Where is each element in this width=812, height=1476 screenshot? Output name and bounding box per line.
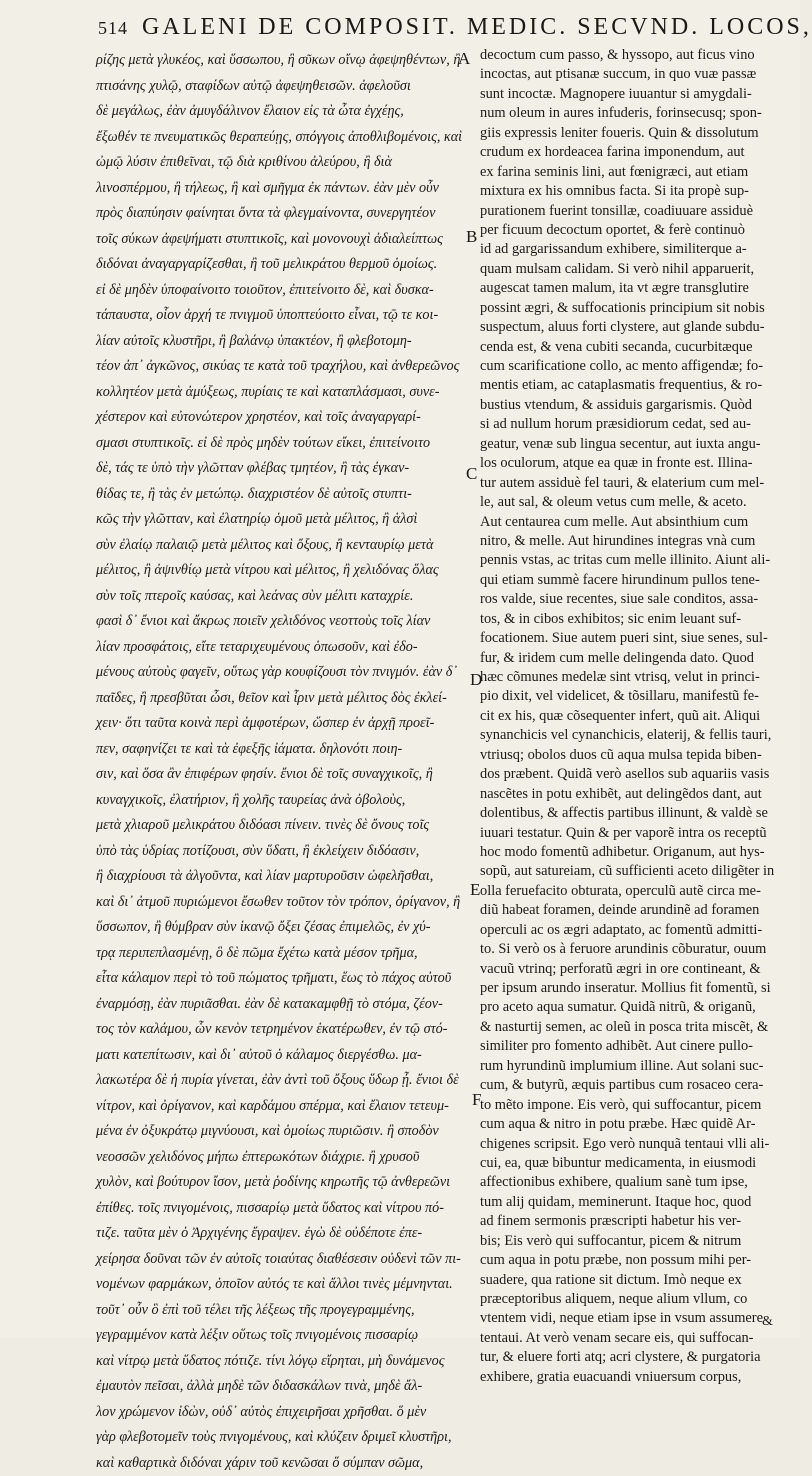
greek-text-line: τοῖς σύκων ἀφεψήματι στυπτικοῖς, καὶ μονονουχὶ ἀδιαλείπτως [96,227,476,253]
latin-text-line: cum, & butyrũ, æquis partibus cum rosaceo cera- [480,1076,785,1095]
latin-text-line: ad finem sermonis præscripti habetur his ver- [480,1212,785,1231]
greek-text-line: τος τὸν καλάμου, ὧν κενὸν τετρημένον ἑκατέρωθεν, ἐν τῷ στό- [96,1017,476,1043]
greek-text-line: κολλητέον μετὰ ἀμύξεως, πυρίαις τε καὶ καταπλάσμασι, συνε- [96,380,476,406]
latin-text-line: similiter pro fomento adhibẽt. Aut cinere pullo- [480,1037,785,1056]
latin-text-line: cum scarificatione collo, ac mento affigendæ; fo- [480,357,785,376]
latin-text-line: suadere, qua ratione sit dictum. Imò neque ex [480,1271,785,1290]
latin-text-line: id ad gargarissandum exhibere, similiterque a- [480,240,785,259]
latin-text-line: ros valde, siue recentes, siue sale conditos, assa- [480,590,785,609]
greek-text-line: γὰρ φλεβοτομεῖν τοὺς πνιγομένους, καὶ κλύζειν δριμεῖ κλυστῆρι, [96,1425,476,1451]
greek-text-line: σὺν ἐλαίῳ παλαιῷ μετὰ μέλιτος καὶ ὄξους, ἢ κενταυρίῳ μετὰ [96,533,476,559]
latin-text-line: bustius vtendum, & assiduis gargarismis. Quòd [480,396,785,415]
section-mark-f: F [472,1090,481,1110]
latin-text-line: geatur, venæ sub lingua secentur, aut iuxta angu- [480,435,785,454]
greek-text-line: μέλιτος, ἢ ἀψινθίῳ μετὰ νίτρου καὶ μέλιτος, ἢ χελιδόνας ὅλας [96,558,476,584]
latin-text-line: incoctas, aut ptisanæ succum, in quo vuæ passæ [480,65,785,84]
latin-text-line: præceptoribus aliquem, neque alium vllum, co [480,1290,785,1309]
greek-text-line: τοῦτ᾽ οὖν ὃ ἐπὶ τοῦ τέλει τῆς λέξεως τῆς προγεγραμμένης, [96,1298,476,1324]
latin-text-line: sopũ, aut satureiam, cũ sufficienti aceto diligẽter in [480,862,785,881]
latin-text-line: cum aqua & nitro in potu præbe. Hæc quidẽ Ar- [480,1115,785,1134]
latin-text-line: tur, & eluere forti atq; acri clystere, & purgatoria [480,1348,785,1367]
section-mark-c: C [466,464,477,484]
latin-text-line: bis; Eis verò qui suffocantur, picem & nitrum [480,1232,785,1251]
greek-text-line: χέστερον καὶ εὐτονώτερον χρηστέον, καὶ τοῖς ἀναγαργαρί- [96,405,476,431]
latin-text-line: mentis etiam, ac cataplasmatis frequentius, & ro- [480,376,785,395]
catchword: & [762,1314,773,1330]
greek-text-line: λίαν προσφάτοις, εἴτε τεταριχευμένους ὁπωσοῦν, καὶ ἐδο- [96,635,476,661]
section-mark-e: E [470,880,480,900]
greek-text-line: γεγραμμένον κατὰ λέξιν οὕτως τοῖς πνιγομένοις πισσαρίῳ [96,1323,476,1349]
latin-text-line: cui, ea, quæ bibuntur medicamenta, in eiusmodi [480,1154,785,1173]
latin-text-line: pio dixit, vel videlicet, & tõsillaru, manifestũ fe- [480,687,785,706]
latin-text-line: hæc cõmunes medelæ sint vtrisq, velut in princi- [480,668,785,687]
greek-text-line: κυναγχικοῖς, ἐλατήριον, ἢ χολῆς ταυρείας ἀνὰ ὀβολοὺς, [96,788,476,814]
greek-text-line: ἔξωθέν τε πνευματικῶς θεραπεύῃς, σπόγγοις ἀποθλιβομένοις, καὶ [96,125,476,151]
greek-text-line: χυλὸν, καὶ βούτυρον ἴσον, μετὰ ῥοδίνης κηρωτῆς τῷ ἀνθερεῶνι [96,1170,476,1196]
greek-text-line: νεοσσῶν χελιδόνος μήπω ἐπτερωκότων διάχριε. ἢ χρυσοῦ [96,1145,476,1171]
latin-text-column [480,46,785,1316]
section-mark-a: A [458,49,470,69]
latin-text-line: pro aceto aqua sumatur. Quidã nitrũ, & origanũ, [480,998,785,1017]
latin-text-line: cit ex his, quæ cõsequenter infert, quũ ait. Aliqui [480,707,785,726]
latin-text-line: diũ habeat foramen, deinde arundinẽ ad foramen [480,901,785,920]
greek-text-line: μένα ἐν ὀξυκράτῳ μιγνύουσι, καὶ ὁμοίως πυριῶσιν. ἢ σποδὸν [96,1119,476,1145]
latin-text-line: purationem fuerint tonsillæ, coadiuuare assiduè [480,202,785,221]
greek-text-line: δὲ μεγάλως, ἐὰν ἀμυγδάλινον ἔλαιον εἰς τὰ ὦτα ἐγχέῃς, [96,99,476,125]
latin-text-line: per ipsum arundo inseratur. Mollius fit fomentũ, si [480,979,785,998]
latin-text-line: to mẽto impone. Eis verò, qui suffocantur, picem [480,1096,785,1115]
latin-text-line: synanchicis vel cynanchicis, elaterij, & fellis tauri, [480,726,785,745]
latin-text-line: olla feruefacito obturata, operculũ autẽ circa me- [480,882,785,901]
page-header [0,14,800,48]
greek-text-line: διδόναι ἀναγαργαρίζεσθαι, ἢ τοῦ μελικράτου θερμοῦ ὁμοίως. [96,252,476,278]
latin-text-line: focationem. Siue autem pueri sint, siue senes, sul- [480,629,785,648]
latin-text-line: vtentem vidi, neque etiam ipse in vsum assumere [480,1309,785,1328]
greek-text-line: λίαν αὐτοῖς κλυστῆρι, ἢ βαλάνῳ ὑπακτέον, ἢ φλεβοτομη- [96,329,476,355]
greek-text-line: λακωτέρα δὲ ἡ πυρία γίνεται, ἐὰν ἀντὶ τοῦ ὄξους ὕδωρ ᾖ. ἔνιοι δὲ [96,1068,476,1094]
greek-text-line: σιν, καὶ ὅσα ἂν ἐπιφέρων φησίν. ἔνιοι δὲ τοῖς συναγχικοῖς, ἢ [96,762,476,788]
greek-text-line: ἐπίθες. τοῖς πνιγομένοις, πισσαρίῳ μετὰ ὕδατος καὶ νίτρου πό- [96,1196,476,1222]
latin-text-line: nitro, & melle. Aut hirundines integras vnà cum [480,532,785,551]
latin-text-line: cenda est, & vena cubiti secanda, cucurbitæque [480,338,785,357]
latin-text-line: augescat tamen malum, ita vt ægre transglutire [480,279,785,298]
greek-text-line: ἢ διαχρίουσι τὰ ἀλγοῦντα, καὶ λίαν μαρτυροῦσιν ὠφελῆσθαι, [96,864,476,890]
latin-text-line: tur autem assiduè fel tauri, & elaterium cum mel- [480,474,785,493]
greek-text-line: ὕσσωπον, ἢ θύμβραν σὺν ἱκανῷ ὄξει ζέσας ἐπιμελῶς, ἐν χύ- [96,915,476,941]
greek-text-line: παῖδες, ἢ πρεσβῦται ὦσι, θεῖον καὶ ἶριν μετὰ μέλιτος δὸς ἐκλεί- [96,686,476,712]
greek-text-column [96,48,476,1308]
latin-text-line: decoctum cum passo, & hyssopo, aut ficus vino [480,46,785,65]
section-mark-b: B [466,227,477,247]
latin-text-line: giis expressis leniter foueris. Quin & dissolutum [480,124,785,143]
running-title: GALENI DE COMPOSIT. MEDIC. SECVND. LOCOS, [142,14,812,41]
latin-text-line: nascẽtes in potu exhibẽt, aut delingẽdos dant, aut [480,785,785,804]
latin-text-line: & nasturtij semen, ac oleũ in posca trita miscẽt, & [480,1018,785,1037]
greek-text-line: ὠμῷ λύσιν ἐπιθεῖναι, τῷ διὰ κριθίνου ἀλεύρου, ἢ διὰ [96,150,476,176]
latin-text-line: affectionibus exhibere, qualium sanè tum ipse, [480,1173,785,1192]
greek-text-line: χείρησα δοῦναι τῶν ἐν αὐτοῖς τοιαύτας διαθέσεσιν οὐδενὶ τῶν πι- [96,1247,476,1273]
latin-text-line: hoc modo fomentũ adhibetur. Origanum, aut hys- [480,843,785,862]
latin-text-line: exhibere, gratia euacuandi vniuersum corpus, [480,1368,785,1387]
greek-text-line: φασὶ δ᾽ ἔνιοι καὶ ἄκρως ποιεῖν χελιδόνος νεοττοὺς τοῖς λίαν [96,609,476,635]
latin-text-line: dos præbent. Quidã verò asellos sub aquariis vasis [480,765,785,784]
latin-text-line: to. Si verò os à feruore arundinis cõburatur, ouum [480,940,785,959]
greek-text-line: τάπαυστα, οἷον ἀρχή τε πνιγμοῦ ὑποπτεύοιτο εἶναι, τῷ τε κοι- [96,303,476,329]
latin-text-line: tum alij quidam, meminerunt. Itaque hoc, quod [480,1193,785,1212]
latin-text-line: si ad nullum horum præsidiorum cedat, sed au- [480,415,785,434]
greek-text-line: ἐναρμόσῃ, ἐὰν πυριᾶσθαι. ἐὰν δὲ κατακαμφθῇ τὸ στόμα, ζέον- [96,992,476,1018]
greek-text-line: εἰ δὲ μηδὲν ὑποφαίνοιτο τοιοῦτον, ἐπιτείνοιτο δὲ, καὶ δυσκα- [96,278,476,304]
greek-text-line: ρίζης μετὰ γλυκέος, καὶ ὕσσωπου, ἢ σῦκων οἴνῳ ἀφεψηθέντων, ἢ [96,48,476,74]
greek-text-line: νίτρον, καὶ ὀρίγανον, καὶ καρδάμου σπέρμα, καὶ ἔλαιον τετευμ- [96,1094,476,1120]
latin-text-line: chigenes scripsit. Ego verò nunquã tentaui vlli ali- [480,1135,785,1154]
greek-text-line: δὲ, τάς τε ὑπὸ τὴν γλῶτταν φλέβας τμητέον, ἢ τὰς ἐγκαν- [96,456,476,482]
greek-text-line: τρᾳ περιπεπλασμένῃ, ὃ δὲ πῶμα ἔχέτω κατὰ μέσον τρῆμα, [96,941,476,967]
greek-text-line: μετὰ χλιαροῦ μελικράτου διδόασι πίνειν. τινὲς δὲ ὄνους τοῖς [96,813,476,839]
latin-text-line: suspectum, aluus forti clystere, aut glande subdu- [480,318,785,337]
latin-text-line: sunt incoctæ. Magnopere iuuantur si amygdali- [480,85,785,104]
latin-text-line: dolentibus, & affectis partibus illinunt, & valdè se [480,804,785,823]
greek-text-line: χειν· ὅτι ταῦτα κοινὰ περὶ ἀμφοτέρων, ὥσπερ ἐν ἀρχῇ προεῖ- [96,711,476,737]
latin-text-line: rum hyrundinũ implumium illine. Aut solani suc- [480,1057,785,1076]
latin-text-line: vtriusq; obolos duos cũ aqua mulsa tepida biben- [480,746,785,765]
greek-text-line: λινοσπέρμου, ἢ τήλεως, ἢ καὶ σμῆγμα ἐκ πάντων. ἐὰν μὲν οὖν [96,176,476,202]
latin-text-line: tos, & in cibos exhibitos; sic enim leuant suf- [480,610,785,629]
greek-text-line: καὶ δι᾽ ἀτμοῦ πυριώμενοι ἔσωθεν τοῦτον τὸν τρόπον, ὀρίγανον, ἢ [96,890,476,916]
page-number: 514 [98,18,128,39]
latin-text-line: Aut centaurea cum melle. Aut absinthium cum [480,513,785,532]
latin-text-line: per ficuum decoctum oportet, & ferè continuò [480,221,785,240]
latin-text-line: pennis vstas, ac tritas cum melle illinito. Aiunt ali- [480,551,785,570]
greek-text-line: τέον ἀπ᾽ ἀγκῶνος, σικύας τε κατὰ τοῦ τραχήλου, καὶ ἀνθερεῶνος [96,354,476,380]
latin-text-line: possint ægri, & suffocationis principium sit nobis [480,299,785,318]
latin-text-line: crudum ex hordeacea farina imponendum, aut [480,143,785,162]
latin-text-line: cum aqua in potu præbe, non possum mihi per- [480,1251,785,1270]
latin-text-line: qui etiam summè facere hirundinum pullos tene- [480,571,785,590]
greek-text-line: ὑπὸ τὰς ὑδρίας ποτίζουσι, σὺν ὕδατι, ἢ ἐκλείχειν διδόασιν, [96,839,476,865]
greek-text-line: θίδας τε, ἢ τὰς ἐν μετώπῳ. διαχριστέον δὲ αὐτοῖς στυπτι- [96,482,476,508]
latin-text-line: mixtura ex his omnibus facta. Si ita propè sup- [480,182,785,201]
latin-text-line: ex farina seminis lini, aut fœnigræci, aut etiam [480,163,785,182]
greek-text-line: σὺν τοῖς πτεροῖς καύσας, καὶ λεάνας σὺν μέλιτι καταχρίε. [96,584,476,610]
greek-text-line: καὶ καθαρτικὰ διδόναι χάριν τοῦ κενῶσαι ὅ σύμπαν σῶμα, [96,1451,476,1476]
greek-text-line: νομένων φαρμάκων, ὁποῖον αὐτός τε καὶ ἄλλοι τινὲς μέμνηνται. [96,1272,476,1298]
section-mark-d: D [470,670,482,690]
greek-text-line: εἶτα κάλαμον περὶ τὸ τοῦ πώματος τρῆματι, ἕως τὸ πάχος αὐτοῦ [96,966,476,992]
greek-text-line: λον χρώμενον ἰδὼν, οὐδ᾽ αὐτὸς ἐπιχειρῆσαι χρῆσθαι. ὅ μὲν [96,1400,476,1426]
latin-text-line: fur, & iridem cum melle delingenda dato. Quod [480,649,785,668]
latin-text-line: operculi ac os ægri adaptato, ac fomentũ admitti- [480,921,785,940]
latin-text-line: le, aut sal, & oleum vetus cum melle, & aceto. [480,493,785,512]
greek-text-line: πρὸς διαπύησιν φαίνηται ὄντα τὰ φλεγμαίνοντα, συνεργητέον [96,201,476,227]
greek-text-line: ματι κατεπίτωσιν, καὶ δι᾽ αὐτοῦ ὁ κάλαμος διεργέσθω. μα- [96,1043,476,1069]
greek-text-line: πτισάνης χυλῷ, σταφίδων αὐτῷ ἀφεψηθεισῶν. ἀφελοῦσι [96,74,476,100]
greek-text-line: πεν, σαφηνίζει τε καὶ τὰ ἐφεξῆς ἰάματα. δηλονότι ποιη- [96,737,476,763]
latin-text-line: num oleum in aures infuderis, forinsecusq; spon- [480,104,785,123]
greek-text-line: μένους αὐτοὺς φαγεῖν, οὕτως γὰρ κουφίζουσι τὸν πνιγμόν. ἐὰν δ᾽ [96,660,476,686]
greek-text-line: σμασι στυπτικοῖς. εἰ δὲ πρὸς μηδὲν τούτων εἴκει, ἐπιτείνοιτο [96,431,476,457]
latin-text-line: tentaui. At verò venam secare eis, qui suffocan- [480,1329,785,1348]
greek-text-line: τιζε. ταῦτα μὲν ὁ Ἀρχιγένης ἔγραψεν. ἐγὼ δὲ οὐδέποτε ἐπε- [96,1221,476,1247]
latin-text-line: quam mulsam calidam. Si verò nihil apparuerit, [480,260,785,279]
latin-text-line: vacuũ vtrinq; perforatũ ægri in ore contineant, & [480,960,785,979]
greek-text-line: καὶ νίτρῳ μετὰ ὕδατος πότιζε. τίνι λόγῳ εἴρηται, μὴ δυνάμενος [96,1349,476,1375]
greek-text-line: ἐμαυτὸν πεῖσαι, ἀλλὰ μηδὲ τῶν διδασκάλων τινὰ, μηδὲ ἄλ- [96,1374,476,1400]
latin-text-line: iuuari testatur. Quin & per vaporẽ intra os receptũ [480,824,785,843]
greek-text-line: κῶς τὴν γλῶτταν, καὶ ἐλατηρίῳ ὁμοῦ μετὰ μέλιτος, ἢ ἁλσὶ [96,507,476,533]
latin-text-line: los oculorum, atque ea quæ in fronte est. Illina- [480,454,785,473]
